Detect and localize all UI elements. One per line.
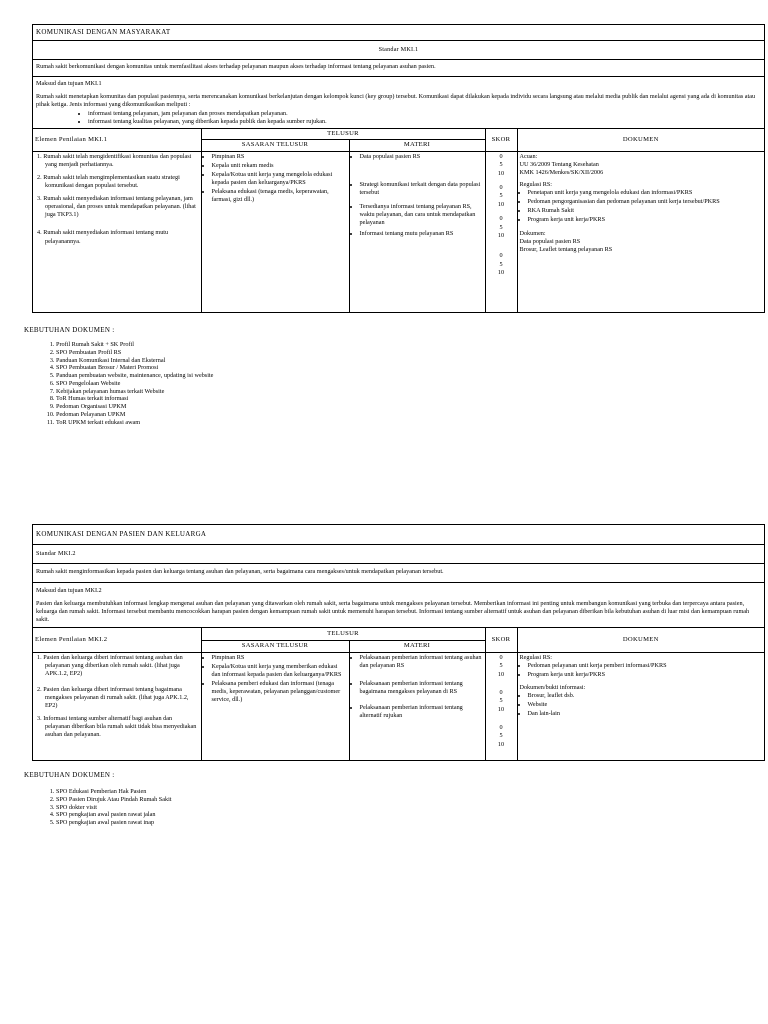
score-group — [488, 153, 515, 178]
regulasi-item: • Program kerja unit kerja/PKRS — [528, 216, 763, 224]
header-element: Elemen Penilaian MKI.2 — [33, 628, 201, 652]
assessment-2-grid — [33, 628, 764, 760]
dokumen-line: Data populasi pasien RS — [519, 237, 581, 245]
needs-1-title: KEBUTUHAN DOKUMEN : — [24, 326, 115, 334]
score-value: 5 — [499, 697, 503, 705]
element-item: 2. Pasien dan keluarga diberi informasi tentang bagaimana mengakses pelayanan di rumah sakit. (lihat juga APK.1.2, EP2) — [37, 686, 189, 710]
score-group — [488, 654, 515, 679]
score-value: 5 — [499, 161, 503, 169]
needs-item: 1. SPO Edukasi Pemberian Hak Pasien — [56, 788, 172, 796]
needs-item: 11. ToR UPKM terkait edukasi awam — [56, 419, 213, 427]
acuan-line: KMK 1426/Menkes/SK/XII/2006 — [519, 169, 604, 177]
header-skor: SKOR — [485, 129, 517, 152]
element-item: 2. Rumah sakit telah mengimplementasikan suatu strategi komunikasi dengan populasi tersebut. — [37, 174, 180, 190]
standard-2-title: Standar MKI.2 — [33, 545, 764, 564]
sasaran-item: • Pimpinan RS — [212, 153, 347, 161]
regulasi-item: • RKA Rumah Sakit — [528, 207, 763, 215]
purpose-1-bullet: • informasi tentang pelayanan, jam pelayanan dan proses mendapatkan pelayanan. — [88, 110, 761, 118]
purpose-2 — [33, 583, 764, 628]
needs-item: 4. SPO Pembuatan Brosur / Materi Promosi — [56, 364, 213, 372]
regulasi-item: • Program kerja unit kerja/PKRS — [528, 671, 763, 679]
bukti-item: • Dan lain-lain — [528, 710, 763, 718]
element-item: 3. Rumah sakit menyediakan informasi tentang pelayanan, jam operasional, dan proses untuk mendapatkan pelayanan. (lihat juga TKP3.1) — [37, 195, 196, 219]
score-value: 0 — [499, 215, 503, 223]
header-sasaran: SASARAN TELUSUR — [201, 640, 349, 652]
acuan-title: Acuan: — [519, 153, 538, 161]
score-value: 10 — [497, 169, 505, 177]
purpose-1-bullet: • informasi tentang kualitas pelayanan, yang diberikan kepada publik dan kepada sumber rujukan. — [88, 118, 761, 126]
needs-item: 7. Kebijakan pelayanan humas terkait Website — [56, 388, 213, 396]
score-value: 10 — [497, 200, 505, 208]
dokumen-title: Dokumen: — [519, 229, 546, 237]
standard-2-text: Rumah sakit menginformasikan kepada pasien dan keluarga tentang asuhan dan pelayanan, serta bagaimana cara mengakses/untuk mendapatkan pelayanan tersebut. — [33, 564, 764, 583]
standard-1-title: Standar MKI.1 — [33, 41, 764, 60]
header-telusur: TELUSUR — [201, 129, 485, 140]
bukti-title: Dokumen/bukti informasi: — [519, 684, 586, 692]
score-value: 5 — [499, 192, 503, 200]
header-element: Elemen Penilaian MKI.1 — [33, 129, 201, 152]
score-value: 0 — [499, 689, 503, 697]
header-sasaran: SASARAN TELUSUR — [201, 140, 349, 152]
regulasi-item: • Pedoman pengorganisasian dan pedoman pelayanan unit kerja tersebut/PKRS — [528, 198, 763, 206]
materi-item: • Tersedianya informasi tentang pelayanan RS, waktu pelayanan, dan cara untuk mendapatkan pelayanan — [360, 203, 483, 227]
elements-cell — [33, 652, 201, 760]
score-group — [488, 215, 515, 240]
header-dokumen: DOKUMEN — [517, 129, 764, 152]
score-value: 5 — [499, 732, 503, 740]
score-value: 0 — [499, 153, 503, 161]
sasaran-item: • Pelaksana edukasi (tenaga medis, keperawatan, farmasi, gizi dll.) — [212, 188, 347, 204]
materi-item: • Pelaksanaan pemberian informasi tentang alternatif rujukan — [360, 704, 483, 720]
needs-item: 3. SPO dokter visit — [56, 804, 172, 812]
element-item: 3. Informasi tentang sumber alternatif bagi asuhan dan pelayanan diberikan bila rumah sakit tidak bisa menyediakan asuhan dan pelayanan. — [37, 715, 197, 739]
score-value: 5 — [499, 662, 503, 670]
header-dokumen: DOKUMEN — [517, 628, 764, 652]
score-group — [488, 689, 515, 714]
scores-cell — [485, 152, 517, 312]
sasaran-item: • Pimpinan RS — [212, 654, 347, 662]
section-1-table — [32, 24, 765, 313]
header-skor: SKOR — [485, 628, 517, 652]
needs-2-title: KEBUTUHAN DOKUMEN : — [24, 771, 115, 779]
score-value: 0 — [499, 184, 503, 192]
dokumen-cell — [517, 152, 764, 312]
score-group — [488, 184, 515, 209]
score-value: 0 — [499, 653, 503, 661]
needs-item: 2. SPO Pasien Dirujuk Atau Pindah Rumah Sakit — [56, 796, 172, 804]
header-materi: MATERI — [349, 140, 485, 152]
needs-item: 1. Profil Rumah Sakit + SK Profil — [56, 341, 213, 349]
element-item: 4. Rumah sakit menyediakan informasi tentang mutu pelayanannya. — [37, 229, 169, 245]
section-1-title: KOMUNIKASI DENGAN MASYARAKAT — [33, 25, 764, 41]
regulasi-title: Regulasi RS: — [519, 653, 552, 661]
score-value: 10 — [497, 705, 505, 713]
score-group — [488, 252, 515, 277]
scores-cell — [485, 652, 517, 760]
purpose-1-title: Maksud dan tujuan MKI.1 — [36, 80, 102, 88]
purpose-1-text: Rumah sakit menetapkan komunitas dan populasi pasiennya, serta merencanakan komunikasi berkelanjutan dengan kelompok kunci (key group) tersebut. Komunikasi dapat dilakukan kepada individu secara langsung atau melalui media publik dan melalui agensi yang ada di komunitas atau pihak ketiga. Jenis informasi yang dikomunikasikan meliputi : — [36, 93, 756, 109]
acuan-line: UU 36/2009 Tentang Kesehatan — [519, 161, 599, 169]
element-item: 1. Pasien dan keluarga diberi informasi tentang asuhan dan pelayanan yang diberikan oleh rumah sakit. (lihat juga APK.1.2, EP2) — [37, 653, 183, 678]
purpose-2-title: Maksud dan tujuan MKI.2 — [36, 587, 102, 595]
materi-item: • Data populasi pasien RS — [360, 153, 483, 161]
sasaran-item: • Kepala/Kotua unit kerja yang memberikan edukasi dan informasi kepada pasien dan keluarganya/PKRS — [212, 663, 347, 679]
score-value: 0 — [499, 252, 503, 260]
materi-item: • Informasi tentang mutu pelayanan RS — [360, 230, 483, 238]
score-value: 10 — [497, 231, 505, 239]
assessment-1-grid — [33, 129, 764, 312]
section-1-needs — [24, 326, 213, 426]
sasaran-item: • Kepala/Kotua unit kerja yang mengelola edukasi kepada pasien dan keluarganya/PKRS — [212, 171, 347, 187]
elements-cell — [33, 152, 201, 312]
needs-item: 3. Panduan Komunikasi Internal dan Eksternal — [56, 357, 213, 365]
materi-item: • Strategi komunikasi terkait dengan data populasi tersebut — [360, 181, 483, 197]
needs-item: 6. SPO Pengelolaan Website — [56, 380, 213, 388]
header-telusur: TELUSUR — [201, 628, 485, 640]
needs-item: 5. Panduan pembuatan website, maintenance, updating isi website — [56, 372, 213, 380]
sasaran-item: • Kepala unit rekam medis — [212, 162, 347, 170]
materi-item: • Pelaksanaan pemberian informasi tentang bagaimana mengakses pelayanan di RS — [360, 680, 483, 696]
score-value: 5 — [499, 260, 503, 268]
regulasi-title: Regulasi RS: — [519, 181, 552, 189]
section-2-needs — [24, 771, 172, 827]
standard-1-text: Rumah sakit berkomunikasi dengan komunitas untuk memfasilitasi akses terhadap pelayanan maupun akses terhadap informasi tentang pelayanan asuhan pasien. — [33, 60, 764, 77]
header-materi: MATERI — [349, 640, 485, 652]
needs-item: 5. SPO pengkajian awal pasien rawat inap — [56, 819, 172, 827]
materi-cell — [349, 652, 485, 760]
materi-cell — [349, 152, 485, 312]
score-group — [488, 724, 515, 749]
needs-item: 10. Pedoman Pelayanan UPKM — [56, 411, 213, 419]
dokumen-cell — [517, 652, 764, 760]
bukti-item: • Website — [528, 701, 763, 709]
dokumen-line: Brosur, Leaflet tentang pelayanan RS — [519, 245, 613, 253]
sasaran-item: • Pelaksana pemberi edukasi dan informasi (tenaga medis, keperawatan, pelayanan pelanggan/customer service, dll.) — [212, 680, 347, 704]
needs-item: 2. SPO Pembuatan Profil RS — [56, 349, 213, 357]
score-value: 10 — [497, 740, 505, 748]
bukti-item: • Brosur, leaflet dsb. — [528, 692, 763, 700]
element-item: 1. Rumah sakit telah mengidentifikasi komunitas dan populasi yang menjadi perhatiannya. — [37, 153, 192, 169]
purpose-1 — [33, 77, 764, 129]
score-value: 10 — [497, 268, 505, 276]
sasaran-cell — [201, 652, 349, 760]
score-value: 10 — [497, 670, 505, 678]
needs-item: 4. SPO pengkajian awal pasien rawat jalan — [56, 811, 172, 819]
sasaran-cell — [201, 152, 349, 312]
materi-item: • Pelaksanaan pemberian informasi tentang asuhan dan pelayanan RS — [360, 654, 483, 670]
purpose-2-text: Pasien dan keluarga membutuhkan informasi lengkap mengenai asuhan dan pelayanan yang ditawarkan oleh rumah sakit, serta bagaimana untuk mengakses pelayanan tersebut. Memberikan informasi ini penting untuk membangun komunikasi yang terbuka dan terpercaya antara pasien, keluarga dan rumah sakit. Informasi tersebut membantu mencocokkan harapan pasien dengan kemampuan rumah sakit untuk memenuhi harapan tersebut. Informasi tentang sumber alternatif untuk asuhan dan pelayanan diberikan bila kebutuhan asuhan di luar misi dan kemampuan rumah sakit. — [36, 600, 750, 624]
section-2-table — [32, 524, 765, 761]
regulasi-item: • Penetapan unit kerja yang mengelola edukasi dan informasi/PKRS — [528, 189, 763, 197]
score-value: 0 — [499, 724, 503, 732]
regulasi-item: • Pedoman pelayanan unit kerja pemberi informasi/PKRS — [528, 662, 763, 670]
needs-item: 9. Pedoman Organisasi UPKM — [56, 403, 213, 411]
needs-item: 8. ToR Humas terkait informasi — [56, 395, 213, 403]
section-2-title: KOMUNIKASI DENGAN PASIEN DAN KELUARGA — [33, 525, 764, 545]
score-value: 5 — [499, 223, 503, 231]
